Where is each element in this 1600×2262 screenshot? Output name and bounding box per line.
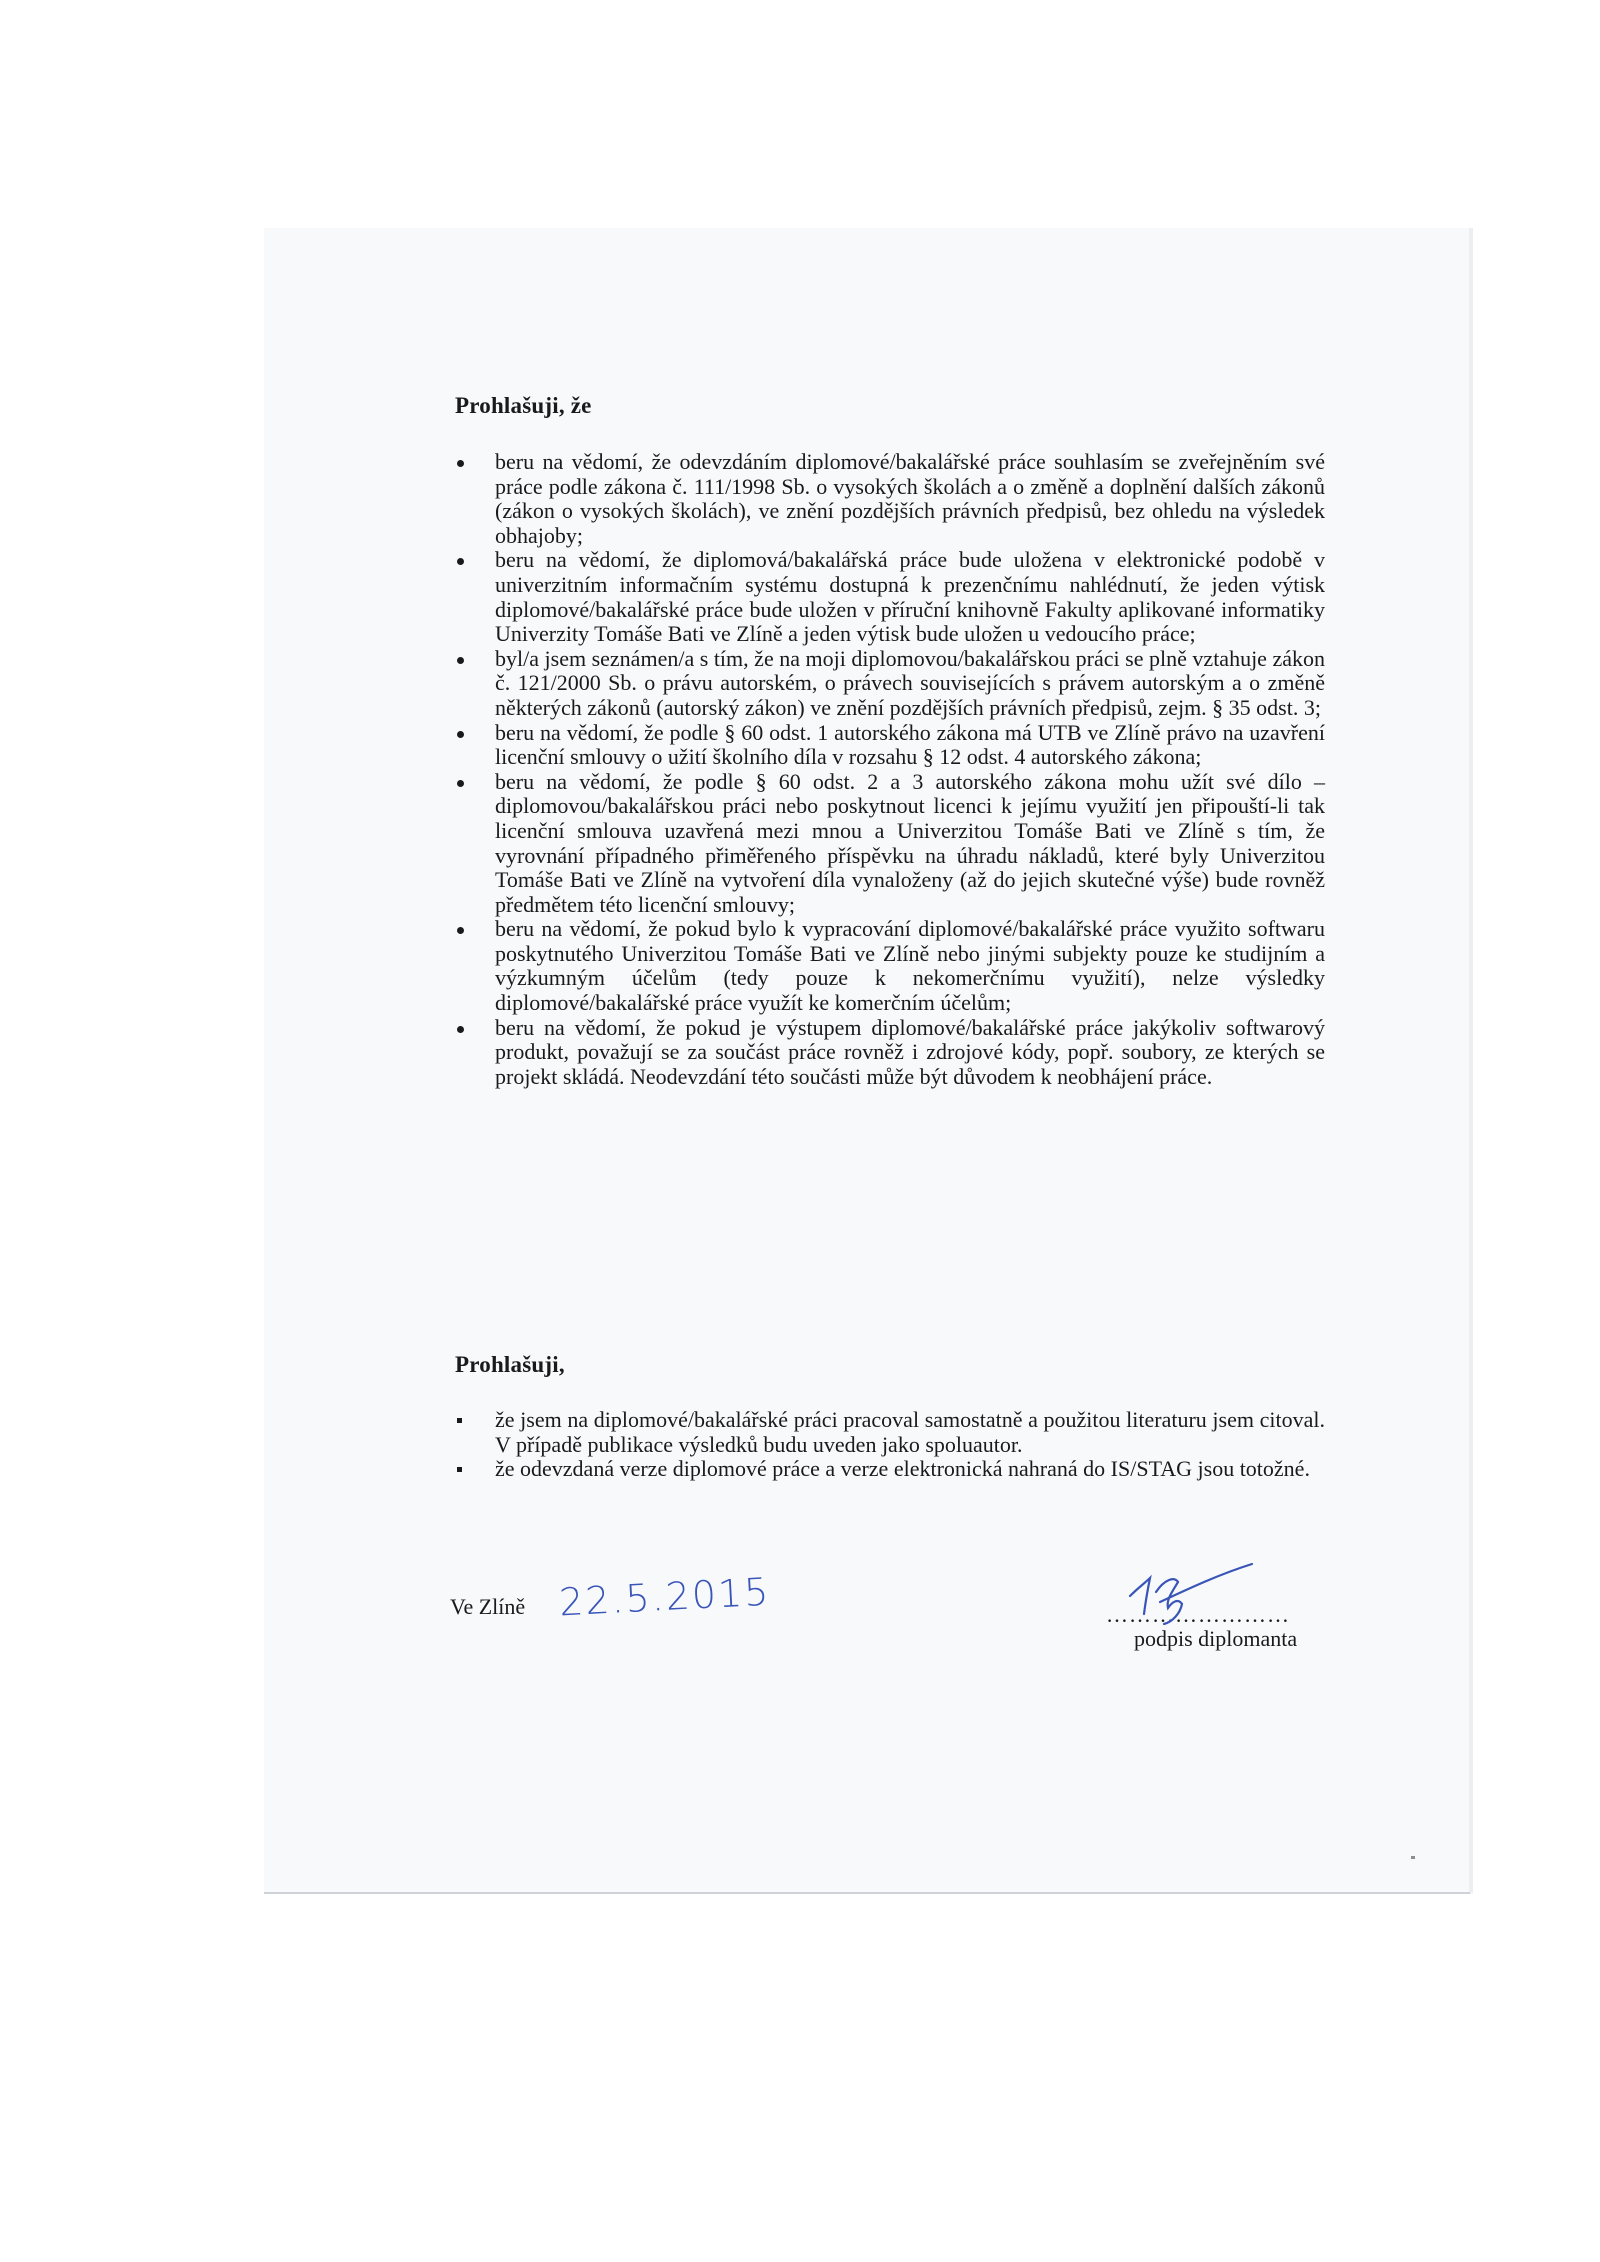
declaration-list-1 bbox=[455, 450, 1325, 1089]
sheet-bottom-edge bbox=[264, 1892, 1470, 1894]
bullet-icon bbox=[457, 657, 464, 664]
list-item: beru na vědomí, že podle § 60 odst. 1 autorského zákona má UTB ve Zlíně právo na uzavření licenční smlouvy o užití školního díla v rozsahu § 12 odst. 4 autorského zákona; bbox=[455, 721, 1325, 770]
list-item: beru na vědomí, že diplomová/bakalářská práce bude uložena v elektronické podobě v univerzitním informačním systému dostupná k prezenčnímu nahlédnutí, že jeden výtisk diplomové/bakalářské práce bude uložen v příruční knihovně Fakulty aplikované informatiky Univerzity Tomáše Bati ve Zlíně a jeden výtisk bude uložen u vedoucího práce; bbox=[455, 548, 1325, 646]
list-item: beru na vědomí, že pokud je výstupem diplomové/bakalářské práce jakýkoliv softwarový produkt, považují se za součást práce rovněž i zdrojové kódy, popř. soubory, ze kterých se projekt skládá. Neodevzdání této součásti může být důvodem k neobhájení práce. bbox=[455, 1016, 1325, 1090]
handwritten-signature bbox=[1120, 1558, 1260, 1628]
list-item: beru na vědomí, že pokud bylo k vypracování diplomové/bakalářské práce využito softwaru poskytnutého Univerzitou Tomáše Bati ve Zlíně nebo jinými subjekty pouze ke studijním a výzkumným účelům (tedy pouze k nekomerčnímu využití), nelze výsledky diplomové/bakalářské práce využít ke komerčním účelům; bbox=[455, 917, 1325, 1015]
square-bullet-icon bbox=[457, 1467, 462, 1472]
bullet-icon bbox=[457, 558, 464, 565]
bullet-icon bbox=[457, 460, 464, 467]
declaration-heading-1: Prohlašuji, že bbox=[455, 393, 592, 418]
bullet-icon bbox=[457, 1026, 464, 1033]
scan-speck bbox=[1411, 1856, 1415, 1859]
bullet-icon bbox=[457, 780, 464, 787]
list-item: beru na vědomí, že odevzdáním diplomové/bakalářské práce souhlasím se zveřejněním své práce podle zákona č. 111/1998 Sb. o vysokých školách a o změně a doplnění dalších zákonů (zákon o vysokých školách), ve znění pozdějších právních předpisů, bez ohledu na výsledek obhajoby; bbox=[455, 450, 1325, 548]
list-item: že jsem na diplomové/bakalářské práci pracoval samostatně a použitou literaturu jsem citoval. V případě publikace výsledků budu uveden jako spoluautor. bbox=[455, 1408, 1325, 1457]
list-item: byl/a jsem seznámen/a s tím, že na moji diplomovou/bakalářskou práci se plně vztahuje zákon č. 121/2000 Sb. o právu autorském, o právech souvisejících s právem autorským a o změně některých zákonů (autorský zákon) ve znění pozdějších právních předpisů, zejm. § 35 odst. 3; bbox=[455, 647, 1325, 721]
declaration-heading-2: Prohlašuji, bbox=[455, 1352, 565, 1377]
signature-place: Ve Zlíně bbox=[450, 1594, 526, 1619]
list-item: že odevzdaná verze diplomové práce a verze elektronická nahraná do IS/STAG jsou totožné. bbox=[455, 1457, 1325, 1482]
bullet-icon bbox=[457, 927, 464, 934]
list-item: beru na vědomí, že podle § 60 odst. 2 a 3 autorského zákona mohu užít své dílo – diplomovou/bakalářskou práci nebo poskytnout licenci k jejímu využití jen připouští-li tak licenční smlouva uzavřená mezi mnou a Univerzitou Tomáše Bati ve Zlíně s tím, že vyrovnání případného přiměřeného příspěvku na úhradu nákladů, které byly Univerzitou Tomáše Bati ve Zlíně na vytvoření díla vynaloženy (až do jejich skutečné výše) bude rovněž předmětem této licenční smlouvy; bbox=[455, 770, 1325, 918]
square-bullet-icon bbox=[457, 1418, 462, 1423]
bullet-icon bbox=[457, 731, 464, 738]
declaration-list-2 bbox=[455, 1408, 1325, 1482]
signature-caption: podpis diplomanta bbox=[1134, 1626, 1298, 1651]
signature-line: …………………… bbox=[1106, 1602, 1290, 1627]
sheet-edge bbox=[1469, 228, 1473, 1893]
handwritten-date: 22.5.2015 bbox=[557, 1569, 772, 1625]
